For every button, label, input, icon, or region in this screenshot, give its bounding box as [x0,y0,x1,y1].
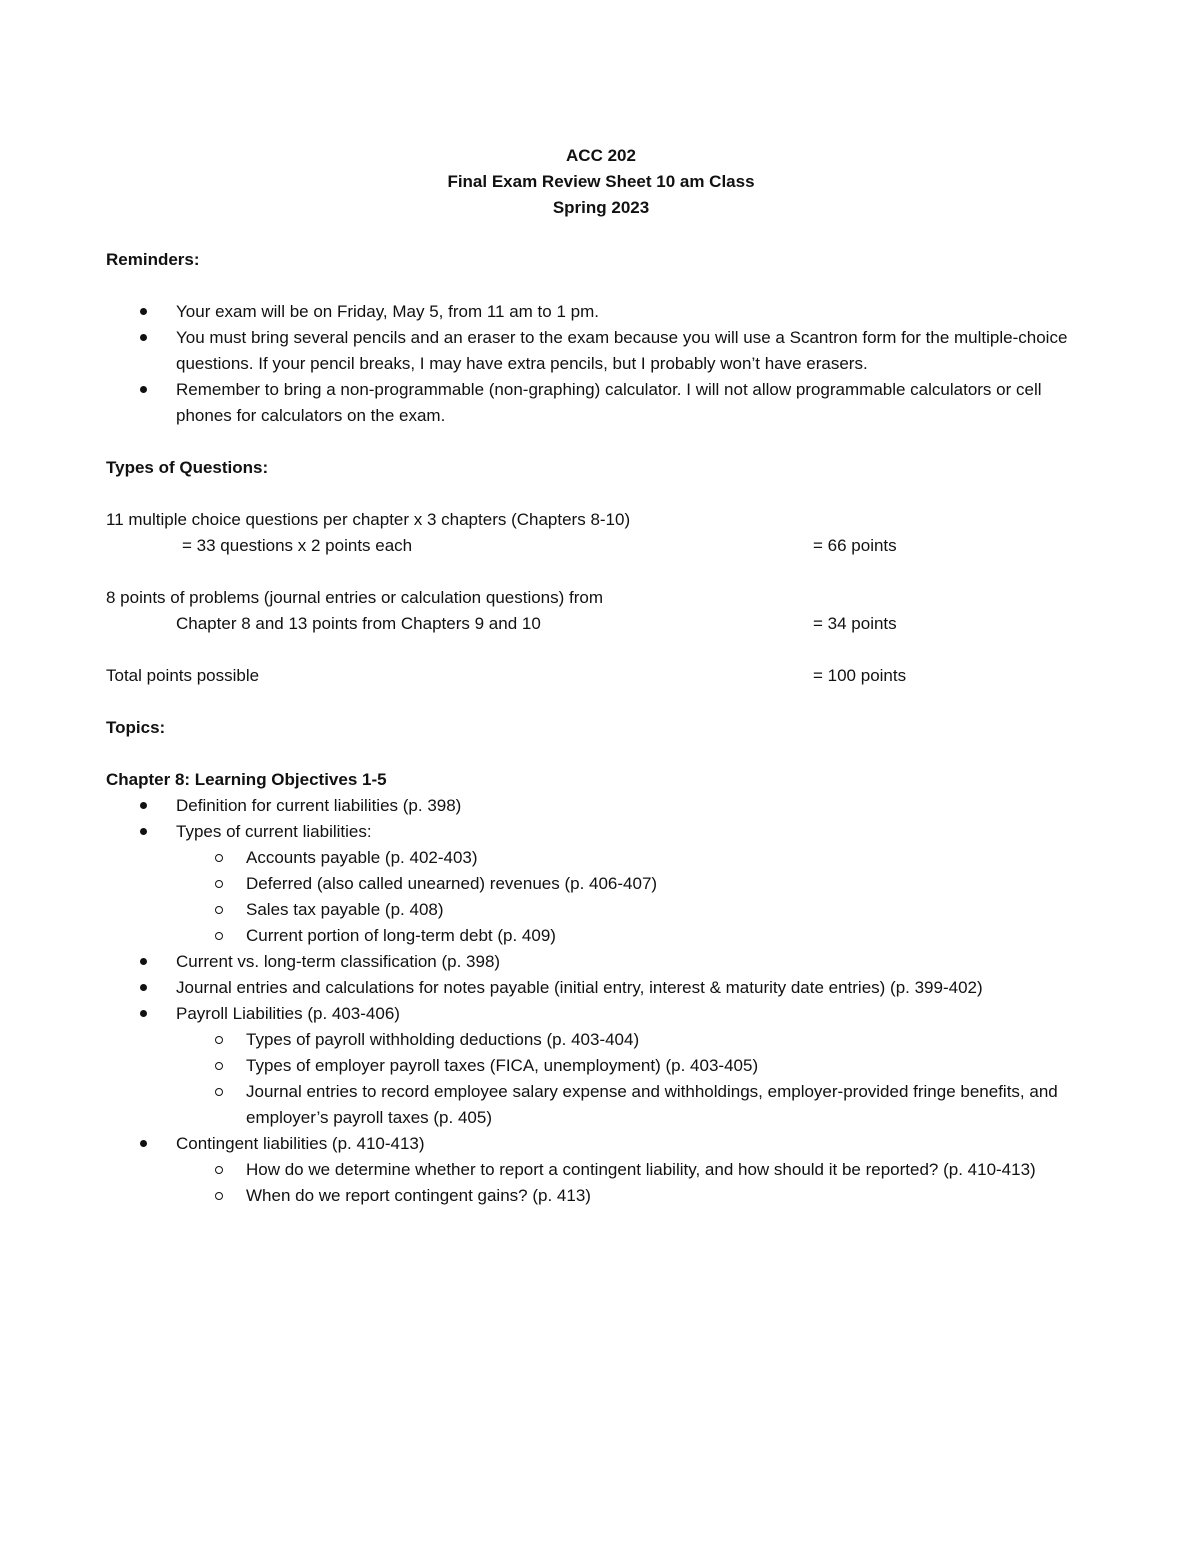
document-title: Final Exam Review Sheet 10 am Class [447,172,755,191]
topics-heading: Topics: [106,718,166,737]
bullet-icon [140,1140,147,1147]
total-row: Total points possible = 100 points [106,663,1096,689]
reminders-list [106,299,1096,429]
circle-bullet-icon [215,1062,223,1070]
chapter-8-list [106,793,1096,1209]
bullet-icon [140,958,147,965]
circle-bullet-icon [215,1088,223,1096]
sub-list-item: Deferred (also called unearned) revenues (p. 406-407) [106,871,1096,897]
mc-points: = 66 points [813,536,897,555]
sub-list [176,1157,1096,1209]
bullet-icon [140,802,147,809]
sub-list-item: How do we determine whether to report a contingent liability, and how should it be reported? (p. 410-413) [106,1157,1096,1183]
circle-bullet-icon [215,932,223,940]
sub-list-item: Types of payroll withholding deductions (p. 403-404) [106,1027,1096,1053]
document-content [106,143,1096,1209]
sub-list [176,1027,1096,1131]
list-item: Remember to bring a non-programmable (non-graphing) calculator. I will not allow programmable calculators or cell phones for calculators on the exam. [106,377,1096,429]
list-item: Payroll Liabilities (p. 403-406) Types of payroll withholding deductions (p. 403-404) Types of employer payroll taxes (FICA, unemployment) (p. 403-405) Journal entries to record employee salary expense and withholdings, employer-provided fringe benefits, and employer’s payroll taxes (p. 405) [106,1001,1096,1131]
bullet-icon [140,386,147,393]
mc-row-1: 11 multiple choice questions per chapter x 3 chapters (Chapters 8-10) [106,510,631,529]
list-item: Journal entries and calculations for notes payable (initial entry, interest & maturity date entries) (p. 399-402) [106,975,1096,1001]
list-item: Definition for current liabilities (p. 398) [106,793,1096,819]
sub-list-item: Accounts payable (p. 402-403) [106,845,1096,871]
sub-list-item: When do we report contingent gains? (p. 413) [106,1183,1096,1209]
list-item: Types of current liabilities: Accounts payable (p. 402-403) Deferred (also called unearned) revenues (p. 406-407) Sales tax payable (p. 408) Current portion of long-term debt (p. 409) [106,819,1096,949]
problem-points: = 34 points [813,614,897,633]
sub-list-item: Sales tax payable (p. 408) [106,897,1096,923]
term-label: Spring 2023 [552,198,650,217]
bullet-icon [140,1010,147,1017]
problems-row-2: Chapter 8 and 13 points from Chapters 9 and 10 = 34 points [106,611,1096,637]
circle-bullet-icon [215,906,223,914]
bullet-icon [140,828,147,835]
list-item: Current vs. long-term classification (p. 398) [106,949,1096,975]
bullet-icon [140,334,147,341]
sub-list-item: Current portion of long-term debt (p. 409) [106,923,1096,949]
circle-bullet-icon [215,1166,223,1174]
total-points: = 100 points [813,666,907,685]
list-item: Your exam will be on Friday, May 5, from 11 am to 1 pm. [106,299,1096,325]
circle-bullet-icon [215,1192,223,1200]
circle-bullet-icon [215,854,223,862]
sub-list-item: Journal entries to record employee salary expense and withholdings, employer-provided fringe benefits, and employer’s payroll taxes (p. 405) [106,1079,1096,1131]
circle-bullet-icon [215,880,223,888]
sub-list [176,845,1096,949]
bullet-icon [140,984,147,991]
question-types-heading: Types of Questions: [106,458,269,477]
list-item: You must bring several pencils and an eraser to the exam because you will use a Scantron form for the multiple-choice questions. If your pencil breaks, I may have extra pencils, but I probably won’t have erasers. [106,325,1096,377]
problems-row-1: 8 points of problems (journal entries or calculation questions) from [106,588,604,607]
reminders-heading: Reminders: [106,250,200,269]
bullet-icon [140,308,147,315]
mc-row-2: = 33 questions x 2 points each = 66 points [106,533,1096,559]
circle-bullet-icon [215,1036,223,1044]
chapter-8-heading: Chapter 8: Learning Objectives 1-5 [106,770,387,789]
sub-list-item: Types of employer payroll taxes (FICA, unemployment) (p. 403-405) [106,1053,1096,1079]
title-block [106,143,1096,221]
course-title: ACC 202 [566,146,636,165]
list-item: Contingent liabilities (p. 410-413) How do we determine whether to report a contingent liability, and how should it be reported? (p. 410-413) When do we report contingent gains? (p. 413) [106,1131,1096,1209]
